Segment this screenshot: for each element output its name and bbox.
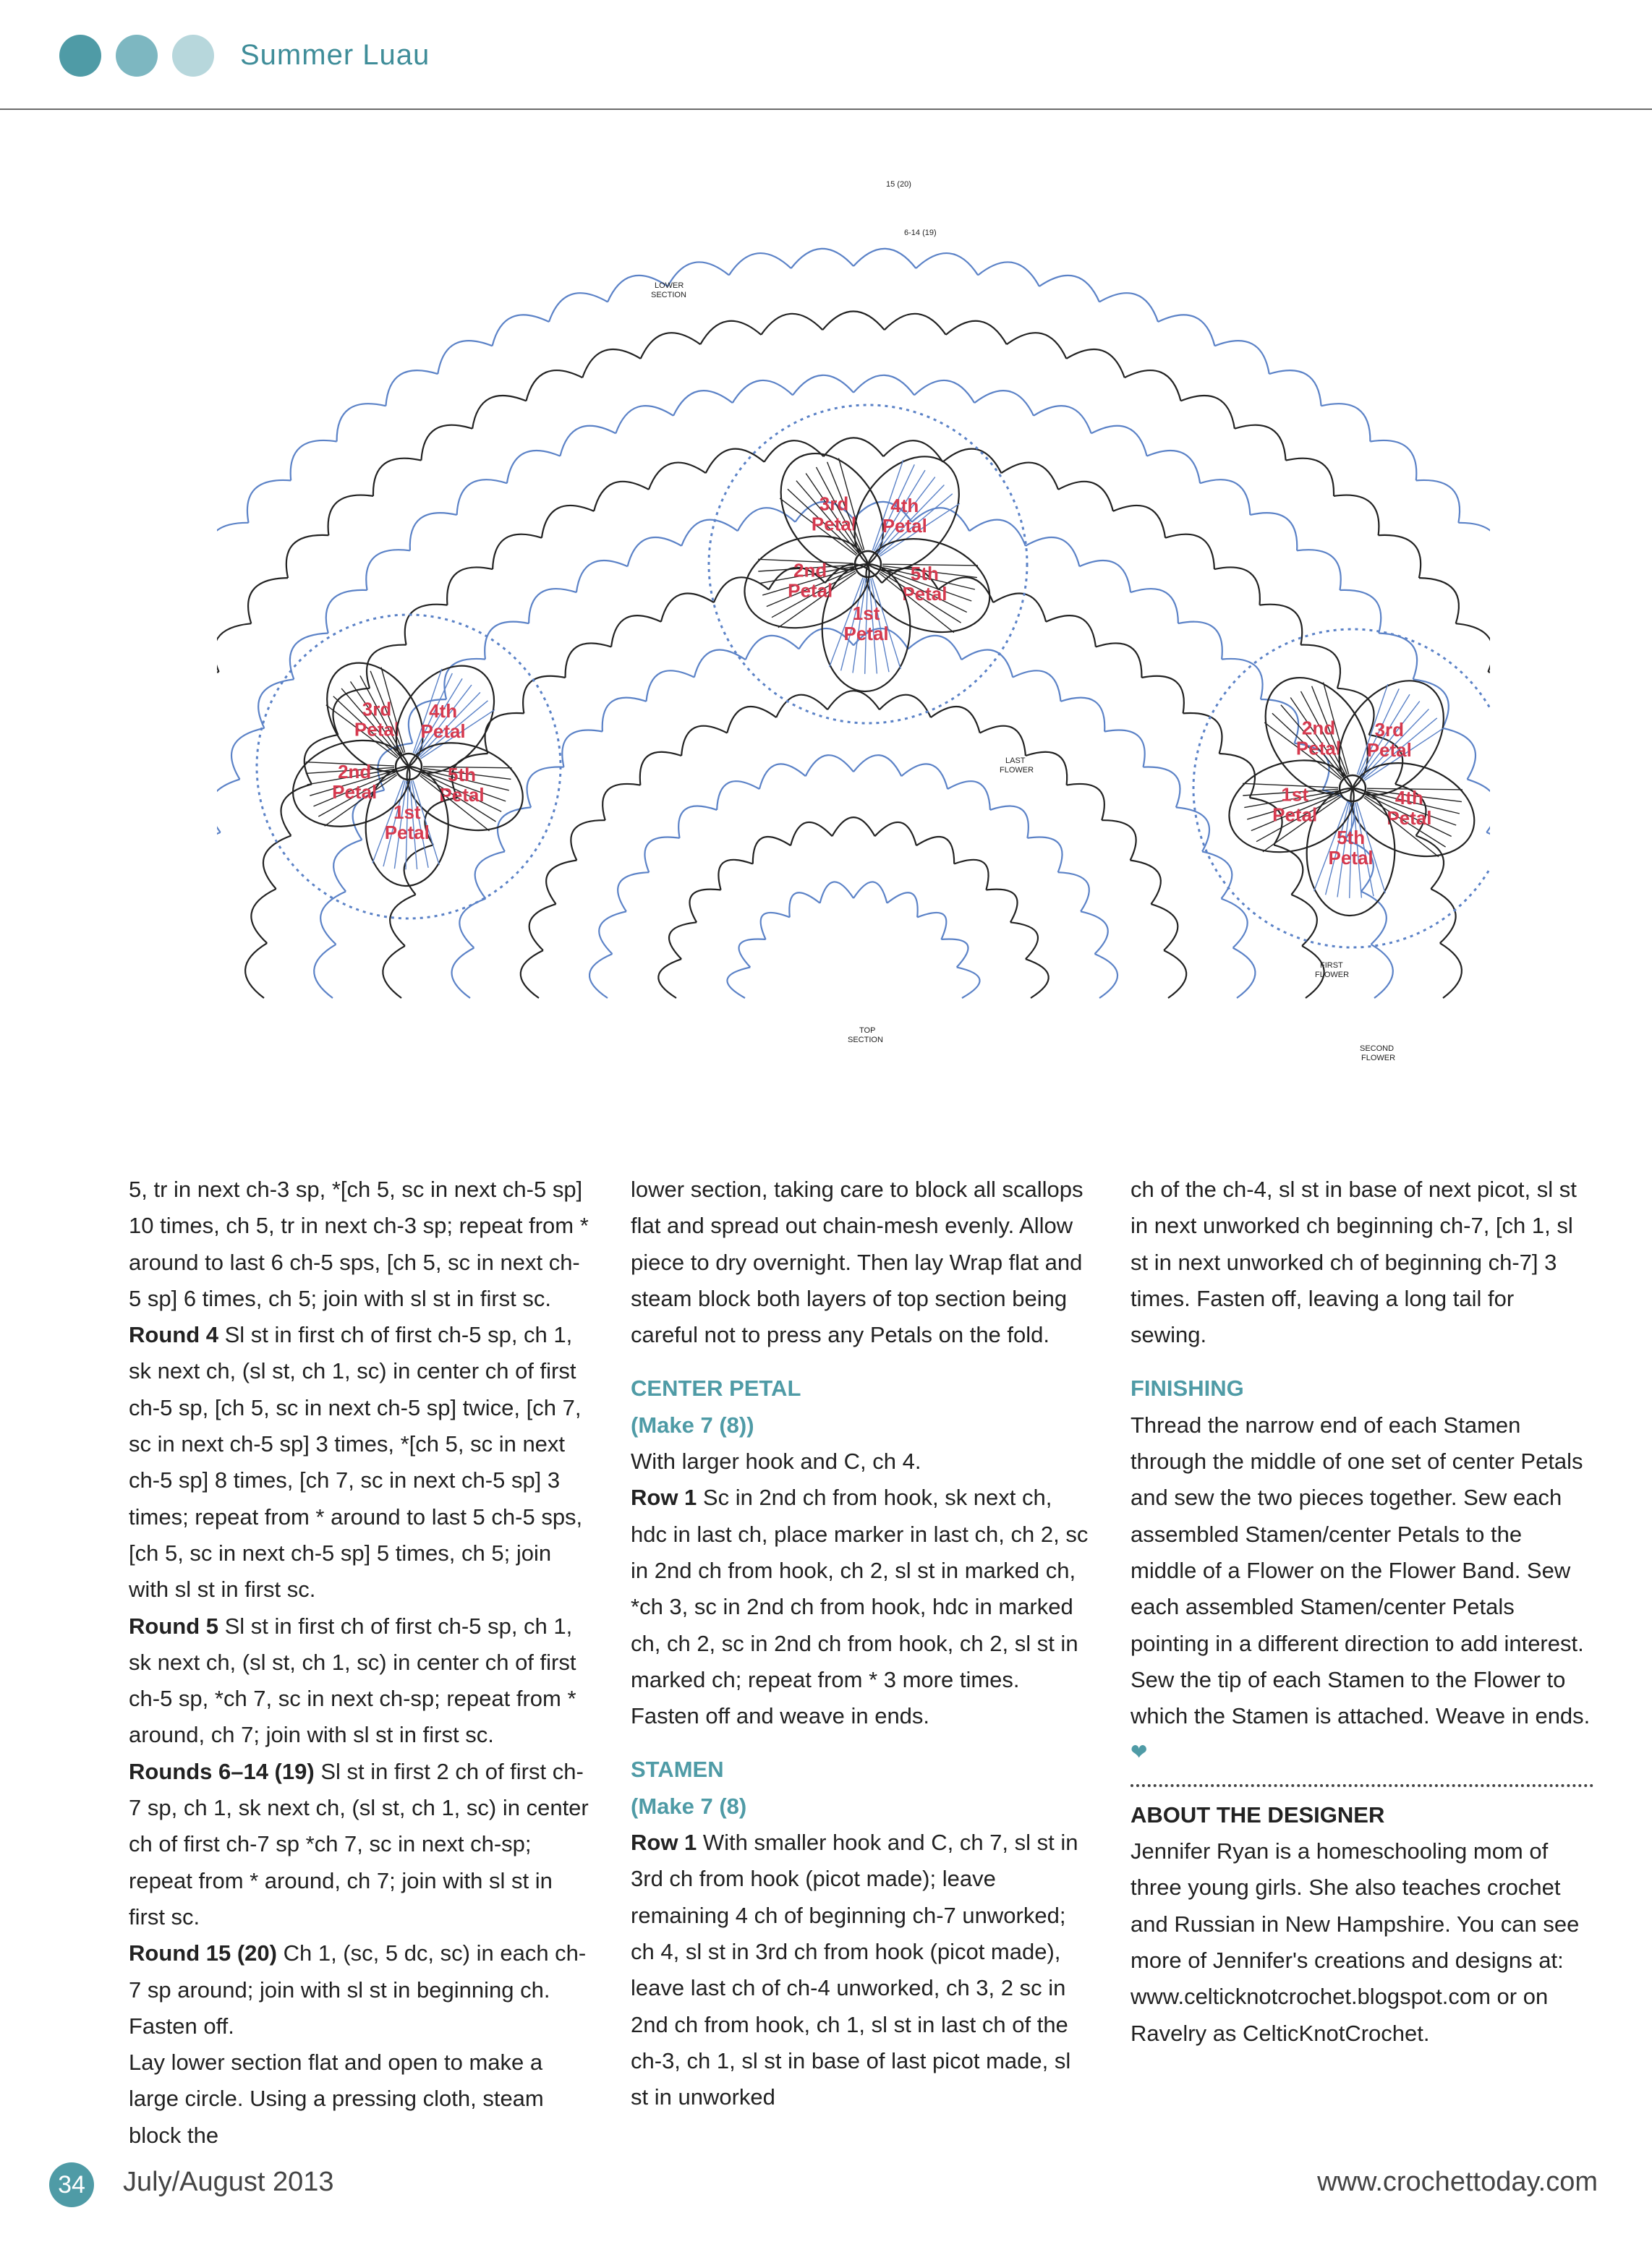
label-first-flower-2: FLOWER — [1315, 971, 1350, 979]
chain-loop — [1125, 370, 1181, 401]
chain-loop — [373, 459, 421, 496]
chain-loop — [320, 892, 346, 945]
chain-loop — [729, 253, 791, 275]
chain-loop — [1066, 349, 1124, 378]
paragraph: With larger hook and C, ch 4. — [631, 1449, 921, 1475]
chain-loop — [472, 396, 526, 429]
chain-loop — [916, 837, 954, 864]
chain-loop — [961, 650, 1013, 678]
petal-number-label: 3rd — [819, 493, 849, 515]
chain-loop — [1001, 463, 1058, 490]
chain-loop — [694, 650, 746, 678]
chain-loop — [649, 463, 706, 490]
chain-loop — [644, 837, 679, 872]
label-top-section-1: TOP — [859, 1026, 876, 1035]
paragraph: Round 5 Sl st in first ch of first ch-5 sp, ch 1, sk next ch, (sl st, ch 1, sc) in center ch of first ch-5 sp, *ch 7, sc in next ch-sp; repeat from * around, ch 7; join with sl st in first sc. — [129, 1613, 576, 1748]
petal-number-label: 3rd — [1374, 719, 1405, 741]
chain-loop — [1371, 945, 1393, 998]
chain-loop — [566, 643, 612, 678]
chain-loop — [1183, 713, 1222, 754]
header-dot — [59, 35, 101, 77]
chain-loop — [1181, 396, 1235, 429]
chain-loop — [1486, 832, 1490, 887]
chain-loop — [887, 892, 917, 917]
chain-loop — [529, 904, 556, 950]
chain-loop — [1026, 959, 1049, 998]
chain-loop — [1300, 645, 1340, 688]
petal-word-label: Petal — [354, 718, 400, 741]
chain-loop — [1260, 605, 1303, 645]
chain-loop — [1440, 943, 1462, 998]
chain-loop — [367, 645, 406, 688]
chain-loop — [776, 695, 827, 717]
petal-number-label: 3rd — [362, 698, 392, 720]
chain-loop — [1297, 550, 1341, 590]
petal-number-label: 4th — [890, 495, 919, 517]
label-rounds-6-14: 6-14 (19) — [904, 229, 937, 237]
chain-loop — [1233, 948, 1256, 998]
chain-loop — [1099, 293, 1158, 322]
website-url: www.crochettoday.com — [1317, 2167, 1598, 2197]
petal-word-label: Petal — [384, 822, 430, 843]
chain-loop — [1214, 567, 1260, 605]
chain-loop — [806, 755, 853, 776]
paragraph: Round 4 Sl st in first ch of first ch-5 sp, ch 1, sk next ch, (sl st, ch 1, sc) in center ch of first ch-5 sp, [ch 5, sc in next ch-5 sp] twice, [ch 7, sc in next ch-5 sp] 3 times, *[ch 5, sc in next ch-5 sp] 8 times, [ch 7, sc in next ch-5 sp] 3 times; repeat from * around to last 5 ch-5 sps, [ch 5, sc in next ch-5 sp] 5 times, ch 5; join with sl st in first sc. — [129, 1322, 583, 1603]
chain-loop — [498, 807, 531, 851]
chain-loop — [1131, 861, 1161, 905]
label-lower-section-1: LOWER — [655, 281, 684, 290]
chain-loop — [599, 911, 626, 954]
chain-loop — [673, 391, 733, 416]
chain-loop — [459, 899, 485, 948]
chain-loop — [291, 440, 337, 480]
chain-loop — [546, 861, 576, 905]
chain-loop — [217, 672, 219, 722]
section-subheading: (Make 7 (8)) — [631, 1412, 754, 1438]
chain-loop — [245, 943, 267, 998]
flowers — [257, 405, 1490, 947]
chain-loop — [452, 948, 474, 998]
chain-loop — [527, 370, 583, 401]
chain-loop — [1334, 495, 1379, 536]
chain-loop — [1058, 872, 1089, 911]
chain-loop — [1079, 560, 1131, 592]
section-title: Summer Luau — [240, 39, 430, 71]
chain-loop — [571, 820, 605, 860]
section-heading: CENTER PETAL — [631, 1376, 801, 1402]
chain-loop — [251, 889, 276, 943]
chain-loop — [969, 520, 1026, 546]
petal-word-label: Petal — [788, 579, 833, 602]
label-second-flower-2: FLOWER — [1361, 1054, 1396, 1062]
chain-loop — [404, 845, 433, 895]
paragraph: lower section, taking care to block all scallops flat and spread out chain-mesh evenly. Allow piece to dry overnight. Then lay Wrap flat and steam block both layers of top section being careful not to press any Petals on the fold. — [631, 1177, 1083, 1348]
chain-loop — [793, 375, 853, 396]
label-last-flower-2: FLOWER — [1000, 766, 1034, 775]
chain-loop — [529, 589, 576, 623]
chain-loop — [1200, 479, 1250, 515]
petal-word-label: Petal — [882, 515, 927, 537]
chain-loop — [616, 406, 673, 433]
petal-word-label: Petal — [1295, 737, 1342, 759]
chain-loop — [948, 781, 990, 810]
petal-word-label: Petal — [811, 513, 857, 535]
chain-loop — [761, 913, 790, 939]
chain-loop — [286, 535, 329, 578]
chain-loop — [1131, 589, 1178, 623]
chain-loop — [658, 959, 681, 998]
section-heading: ABOUT THE DESIGNER — [1131, 1802, 1385, 1828]
chain-loop — [853, 755, 901, 776]
petal-word-label: Petal — [1366, 739, 1412, 762]
chain-loop — [1291, 895, 1316, 946]
chain-loop — [603, 784, 640, 820]
chain-loop — [753, 837, 791, 864]
petal-word-label: Petal — [439, 784, 485, 806]
petal-word-label: Petal — [420, 720, 466, 743]
chain-loop — [1096, 643, 1142, 678]
chain-loop — [1235, 425, 1286, 461]
chain-loop — [833, 817, 875, 836]
paragraph: 5, tr in next ch-3 sp, *[ch 5, sc in next ch-5 sp] 10 times, ch 5, tr in next ch-3 sp; repeat from * around to last 6 ch-5 sps, [ch 5, sc in next ch-5 sp] 6 times, ch 5; join with sl st in first sc. — [129, 1177, 589, 1311]
chain-loop — [880, 695, 931, 717]
chain-loop — [1361, 892, 1387, 945]
chain-loop — [827, 691, 880, 709]
chain-loop — [957, 967, 980, 998]
chain-loop — [1164, 950, 1186, 998]
chain-loop — [641, 333, 701, 359]
chain-loop — [314, 945, 336, 998]
chain-loop — [438, 341, 492, 374]
chain-loop — [421, 425, 472, 461]
chain-loop — [493, 315, 549, 346]
chain-loop — [765, 440, 824, 462]
header-dot — [116, 35, 158, 77]
chain-loop — [1269, 370, 1321, 406]
chain-loop — [739, 939, 766, 967]
chain-loop — [824, 438, 884, 456]
chain-loop — [974, 391, 1034, 416]
chain-loop — [1102, 820, 1136, 860]
label-round-15: 15 (20) — [886, 180, 911, 189]
chain-loop — [791, 249, 853, 268]
chain-loop — [217, 523, 249, 568]
chain-loop — [908, 636, 961, 660]
chain-loop — [1321, 404, 1371, 441]
petal-number-label: 2nd — [793, 559, 827, 581]
chain-loop — [542, 506, 594, 538]
chain-loop — [328, 495, 373, 536]
paragraph: Row 1 With smaller hook and C, ch 7, sl st in 3rd ch from hook (picot made); leave remaining 4 ch of beginning ch-7 unworked; ch 4, sl st in 3rd ch from hook (picot made), leave last ch of ch-4 unworked, ch 3, 2 sc in 2nd ch from hook, ch 1, sl st in last ch of the ch-3, ch 1, sl st in base of last picot made, sl st in unworked — [631, 1830, 1078, 2110]
paragraph: Round 15 (20) Ch 1, (sc, 5 dc, sc) in each ch-7 sp around; join with sl st in beginning ch. Fasten off. — [129, 1940, 587, 2039]
chain-loop — [1202, 851, 1232, 898]
chain-loop — [820, 882, 853, 903]
chain-loop — [791, 822, 832, 845]
header-dot — [172, 35, 214, 77]
paragraph: Lay lower section flat and open to make a large circle. Using a pressing cloth, steam block the — [129, 2050, 544, 2148]
chain-loop — [594, 482, 649, 511]
petal-word-label: Petal — [1272, 803, 1318, 826]
chain-loop — [1081, 911, 1108, 954]
chain-loop — [383, 946, 405, 998]
chain-loop — [1178, 622, 1222, 660]
chain-loop — [875, 822, 916, 845]
chain-loop — [1010, 922, 1038, 959]
chain-loop — [447, 567, 493, 605]
chain-loop — [507, 451, 561, 483]
chain-loop — [1039, 276, 1099, 302]
chain-loop — [990, 806, 1029, 838]
chain-loop — [366, 550, 410, 590]
chain-loop — [217, 623, 251, 672]
chain-loop — [247, 480, 291, 523]
issue-date: July/August 2013 — [123, 2167, 334, 2197]
chain-loop — [661, 594, 714, 622]
section-heading: STAMEN — [631, 1757, 724, 1783]
text-column-2 — [631, 1172, 1094, 2115]
chain-loop — [1165, 534, 1214, 569]
text-column-1 — [129, 1172, 592, 2154]
chain-loop — [718, 860, 752, 890]
page-header — [0, 0, 1652, 108]
chain-loop — [1007, 333, 1067, 359]
chain-loop — [1340, 590, 1381, 634]
chain-loop — [582, 349, 640, 378]
petal-number-label: 5th — [448, 764, 476, 786]
chain-loop — [1046, 615, 1096, 647]
chain-loop — [248, 578, 288, 623]
chain-loop — [527, 767, 564, 808]
chain-loop — [1158, 315, 1214, 346]
chain-loop — [853, 249, 916, 268]
chain-loop — [611, 615, 661, 647]
chain-loop — [410, 513, 457, 550]
heart-icon: ❤ — [1131, 1739, 1148, 1765]
chain-loop — [1416, 480, 1460, 523]
chain-loop — [281, 784, 312, 835]
chain-loop — [628, 537, 682, 566]
chain-loop — [523, 676, 565, 714]
chain-loop — [217, 780, 240, 832]
chain-loop — [1058, 482, 1113, 511]
section-subheading: (Make 7 (8) — [631, 1793, 747, 1819]
chain-loop — [1034, 406, 1091, 433]
chain-loop — [700, 321, 761, 344]
chain-loop — [1286, 459, 1334, 496]
chain-loop — [1026, 537, 1080, 566]
chain-loop — [946, 321, 1007, 344]
chain-loop — [746, 636, 799, 660]
chain-loop — [1222, 899, 1248, 948]
chain-loop — [647, 670, 694, 701]
petal-number-label: 2nd — [338, 761, 372, 783]
chain-loop — [1141, 676, 1183, 714]
label-top-section-2: SECTION — [848, 1036, 883, 1044]
section-heading: FINISHING — [1131, 1376, 1244, 1402]
chain-loop — [689, 890, 720, 923]
chain-loop — [1456, 623, 1490, 672]
petal-number-label: 4th — [1395, 786, 1423, 809]
chain-loop — [562, 730, 603, 767]
chain-loop — [337, 404, 386, 441]
petal-number-label: 1st — [1281, 783, 1308, 806]
petal-word-label: Petal — [843, 623, 889, 645]
chain-loop — [761, 314, 822, 335]
chain-loop — [603, 698, 647, 732]
chain-loop — [1443, 728, 1476, 780]
paragraph: Row 1 Sc in 2nd ch from hook, sk next ch, hdc in last ch, place marker in last ch, ch 2, sc in 2nd ch from hook, ch 2, sl st in marked ch, *ch 3, sc in 2nd ch from hook, hdc in marked ch, ch 2, sc in 2nd ch from hook, ch 2, sl st in marked ch; repeat from * 3 more times. Fasten off and weave in ends. — [631, 1485, 1089, 1729]
petal-word-label: Petal — [1328, 847, 1374, 869]
chain-loop — [681, 726, 727, 756]
header-rule — [0, 108, 1652, 110]
chain-loop — [326, 590, 367, 634]
paragraph: ch of the ch-4, sl st in base of next picot, sl st in next unworked ch beginning ch-7, [ch 1, sl st in next unworked ch of beginning ch-7] 3 times. Fasten off, leaving a long tail for sewing. — [1131, 1177, 1577, 1348]
chain-loop — [618, 872, 649, 911]
chain-loop — [853, 882, 887, 903]
chain-loop — [1061, 698, 1105, 732]
chain-loop — [405, 605, 448, 645]
paragraph: Jennifer Ryan is a homeschooling mom of three young girls. She also teaches crochet and Russian in New Hampshire. You can see more of Jennifer's creations and designs at: www.celticknotcrochet.blogspot.com or on Ravelry as CelticKnotCrochet. — [1131, 1838, 1580, 2046]
chain-loop — [1379, 634, 1417, 680]
chain-loop — [386, 370, 438, 406]
paragraph: Thread the narrow end of each Stamen through the middle of one set of center Petals and sew the two pieces together. Sew each assembled Stamen/center Petals to the middle of a Flower on the Flower Band. Sew each assembled Stamen/center Petals pointing in a different direction to add interest. Sew the tip of each Stamen to the Flower to which the Stamen is attached. Weave in ends. ❤ — [1131, 1412, 1591, 1765]
chain-loop — [1013, 670, 1060, 701]
flower-edging — [1193, 629, 1490, 947]
chain-loop — [475, 851, 505, 898]
flower — [709, 405, 1027, 723]
petal-word-label: Petal — [332, 781, 378, 803]
chain-loop — [727, 967, 750, 998]
chain-loop — [714, 577, 769, 602]
chain-loop — [678, 806, 717, 838]
label-first-flower-1: FIRST — [1320, 961, 1343, 970]
dotted-divider — [1131, 1784, 1593, 1787]
chain-loop — [1431, 889, 1455, 943]
chain-loop — [521, 950, 543, 998]
chain-loop — [576, 560, 628, 592]
petal-word-label: Petal — [1387, 806, 1432, 829]
chain-loop — [1067, 784, 1104, 820]
chain-loop — [1151, 904, 1178, 950]
petal-number-label: 5th — [910, 562, 939, 584]
chain-loop — [1214, 341, 1269, 374]
chain-loop — [914, 380, 974, 403]
chain-loop — [1419, 578, 1459, 623]
chain-loop — [290, 634, 328, 680]
chain-loop — [640, 752, 681, 785]
chain-loop — [1091, 426, 1147, 456]
chain-loop — [549, 293, 608, 322]
chain-loop — [1104, 730, 1145, 767]
chain-loop — [217, 832, 221, 887]
chain-loop — [1222, 659, 1262, 699]
chain-loop — [1379, 535, 1421, 578]
page-number: 34 — [49, 2162, 94, 2207]
chain-loop — [978, 262, 1039, 286]
chain-loop — [560, 426, 616, 456]
chain-loop — [1095, 954, 1118, 998]
chain-loop — [916, 253, 978, 275]
petal-number-label: 1st — [393, 801, 421, 823]
flower — [257, 615, 561, 918]
petal-number-label: 2nd — [1301, 717, 1336, 739]
chain-loop — [941, 939, 968, 967]
label-lower-section-2: SECTION — [651, 291, 686, 299]
petal-number-label: 4th — [429, 700, 458, 722]
chain-loop — [493, 534, 542, 569]
chain-loop — [1458, 523, 1490, 568]
chain-loop — [390, 895, 415, 946]
chain-loop — [1027, 837, 1062, 872]
petal-number-label: 5th — [1337, 827, 1366, 849]
chain-loop — [789, 892, 819, 917]
chain-loop — [1250, 513, 1297, 550]
chain-loop — [1144, 767, 1180, 808]
chain-loop — [901, 764, 948, 789]
chain-loop — [917, 913, 946, 939]
chain-loop — [1113, 506, 1165, 538]
label-second-flower-1: SECOND — [1360, 1044, 1395, 1053]
chain-loop — [822, 312, 884, 331]
chain-loop — [669, 922, 697, 959]
text-column-3 — [1131, 1172, 1593, 2052]
chain-loop — [1488, 672, 1490, 722]
chain-loop — [1147, 451, 1201, 483]
petal-number-label: 1st — [852, 602, 880, 625]
chain-loop — [727, 707, 776, 733]
crochet-chart-diagram — [217, 159, 1490, 1078]
petal-word-label: Petal — [902, 582, 948, 605]
chain-loop — [885, 314, 946, 335]
chain-loop — [954, 860, 988, 890]
chain-loop — [717, 781, 759, 810]
chain-loop — [993, 594, 1046, 622]
chain-loop — [333, 840, 362, 891]
chain-loop — [759, 764, 806, 789]
chain-loop — [263, 836, 291, 890]
chain-loop — [853, 375, 914, 396]
chain-loop — [457, 479, 507, 515]
chain-loop — [931, 707, 980, 733]
chain-loop — [986, 890, 1017, 923]
label-last-flower-1: LAST — [1005, 756, 1026, 765]
flower — [1193, 629, 1490, 947]
chain-loop — [589, 954, 613, 998]
paragraph: Rounds 6–14 (19) Sl st in first 2 ch of first ch-7 sp, ch 1, sk next ch, (sl st, ch 1, sc) in center ch of first ch-7 sp *ch 7, sc in next ch-sp; repeat from * around, ch 7; join with sl st in first sc. — [129, 1758, 589, 1930]
chain-loop — [980, 726, 1026, 756]
chain-loop — [733, 380, 793, 403]
chain-loop — [1370, 440, 1416, 480]
